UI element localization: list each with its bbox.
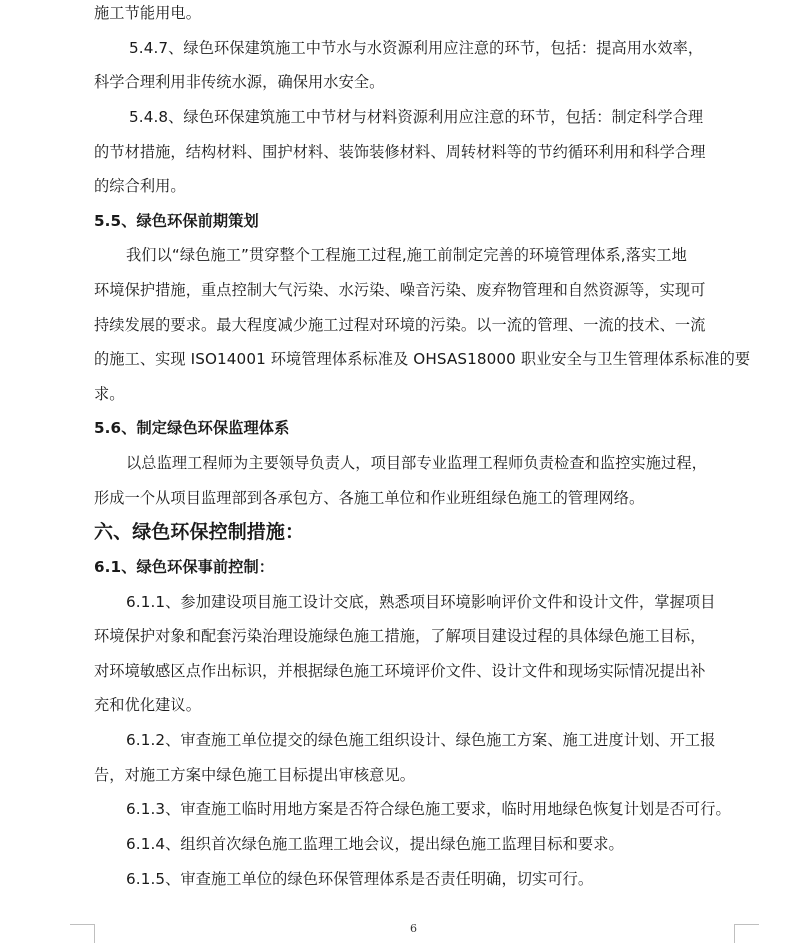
paragraph-5-6: 以总监理工程师为主要领导负责人，项目部专业监理工程师负责检查和监控实施过程， <box>126 454 707 472</box>
margin-corner-mark-right <box>734 924 759 943</box>
text-line: 充和优化建议。 <box>94 696 202 714</box>
text-line: 对环境敏感区点作出标识，并根据绿色施工环境评价文件、设计文件和现场实际情况提出补 <box>94 662 706 680</box>
paragraph-6-1-4: 6.1.4、组织首次绿色施工监理工地会议，提出绿色施工监理目标和要求。 <box>126 835 624 853</box>
paragraph-6-1-2: 6.1.2、审查施工单位提交的绿色施工组织设计、绿色施工方案、施工进度计划、开工报 <box>126 731 716 749</box>
section-heading-5-5: 5.5、绿色环保前期策划 <box>94 212 259 230</box>
paragraph-5-5: 我们以“绿色施工”贯穿整个工程施工过程,施工前制定完善的环境管理体系,落实工地 <box>126 246 687 264</box>
text-line: 持续发展的要求。最大程度减少施工过程对环境的污染。以一流的管理、一流的技术、一流 <box>94 316 706 334</box>
section-heading-6-1: 6.1、绿色环保事前控制： <box>94 558 275 576</box>
text-line: 的综合利用。 <box>94 177 186 195</box>
paragraph-5-4-8: 5.4.8、绿色环保建筑施工中节材与材料资源利用应注意的环节，包括：制定科学合理 <box>129 108 704 126</box>
text-line: 告，对施工方案中绿色施工目标提出审核意见。 <box>94 766 416 784</box>
text-line: 环境保护对象和配套污染治理设施绿色施工措施，了解项目建设过程的具体绿色施工目标， <box>94 627 706 645</box>
text-line: 形成一个从项目监理部到各承包方、各施工单位和作业班组绿色施工的管理网络。 <box>94 489 645 507</box>
chapter-heading-6: 六、绿色环保控制措施： <box>94 521 305 543</box>
paragraph-6-1-3: 6.1.3、审查施工临时用地方案是否符合绿色施工要求，临时用地绿色恢复计划是否可行。 <box>126 800 731 818</box>
paragraph-5-4-7: 5.4.7、绿色环保建筑施工中节水与水资源利用应注意的环节，包括：提高用水效率， <box>129 39 704 57</box>
paragraph-6-1-5: 6.1.5、审查施工单位的绿色环保管理体系是否责任明确，切实可行。 <box>126 870 594 888</box>
text-line: 环境保护措施，重点控制大气污染、水污染、噪音污染、废弃物管理和自然资源等，实现可 <box>94 281 706 299</box>
text-line: 求。 <box>94 385 125 403</box>
text-line: 施工节能用电。 <box>94 4 202 22</box>
text-line: 科学合理利用非传统水源，确保用水安全。 <box>94 73 385 91</box>
page-number: 6 <box>410 922 417 935</box>
text-line: 的施工、实现 ISO14001 环境管理体系标准及 OHSAS18000 职业安全与卫生管理体系标准的要 <box>94 350 751 368</box>
text-line: 的节材措施，结构材料、围护材料、装饰装修材料、周转材料等的节约循环利用和科学合理 <box>94 143 706 161</box>
paragraph-6-1-1: 6.1.1、参加建设项目施工设计交底，熟悉项目环境影响评价文件和设计文件，掌握项目 <box>126 593 716 611</box>
section-heading-5-6: 5.6、制定绿色环保监理体系 <box>94 419 290 437</box>
margin-corner-mark-left <box>70 924 95 943</box>
